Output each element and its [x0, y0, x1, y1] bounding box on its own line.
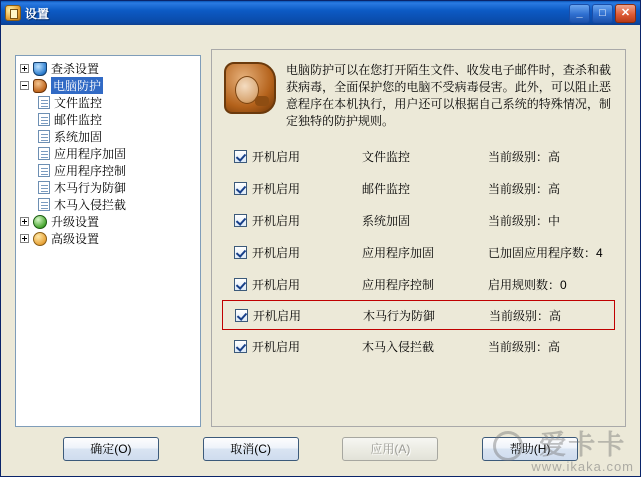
help-button[interactable]: 帮助(H)	[482, 437, 578, 461]
option-row-app-hardening	[212, 236, 625, 268]
option-row-app-control	[212, 268, 625, 300]
expander-plus-icon[interactable]	[20, 234, 29, 243]
tree-item-trojan-intrusion-block[interactable]	[18, 196, 198, 213]
option-name: 邮件监控	[362, 181, 411, 196]
page-icon	[38, 198, 50, 211]
watermark-url: www.ikaka.com	[531, 459, 634, 474]
option-name: 木马行为防御	[363, 308, 436, 323]
baseball-glove-icon	[224, 62, 276, 114]
checkbox-label: 开机启用	[252, 339, 301, 354]
tree-item-label: 文件监控	[54, 96, 103, 110]
checkbox-icon[interactable]	[234, 150, 247, 163]
watermark-main: 爱卡卡	[539, 430, 627, 460]
tree-item-advanced-settings[interactable]	[18, 230, 198, 247]
expander-plus-icon[interactable]	[20, 64, 29, 73]
option-row-trojan-intrusion-block	[212, 330, 625, 362]
checkbox-label: 开机启用	[252, 213, 301, 228]
tree-item-label: 木马入侵拦截	[54, 198, 127, 212]
page-icon	[38, 164, 50, 177]
window-body	[1, 25, 640, 476]
window-controls	[569, 4, 636, 23]
option-status: 当前级别：高	[488, 149, 561, 164]
tree-item-label: 查杀设置	[51, 62, 100, 76]
tree-item-label: 邮件监控	[54, 113, 103, 127]
tree-item-label: 木马行为防御	[54, 181, 127, 195]
expander-plus-icon[interactable]	[20, 217, 29, 226]
tree-item-label: 升级设置	[51, 215, 100, 229]
settings-icon	[5, 5, 21, 21]
tree-item-label: 系统加固	[54, 130, 103, 144]
panel-description: 电脑防护可以在您打开陌生文件、收发电子邮件时，查杀和截获病毒，全面保护您的电脑不受病毒侵害。此外，可以阻止恶意程序在本机执行，用户还可以根据自己系统的特殊情况，制定独特的防护规则。	[286, 63, 611, 128]
tree-item-app-control[interactable]	[18, 162, 198, 179]
page-icon	[38, 181, 50, 194]
tree-item-label: 电脑防护	[53, 79, 102, 93]
tree-item-trojan-behavior-defense[interactable]	[18, 179, 198, 196]
option-status: 启用规则数：0	[488, 277, 567, 292]
tree-item-label: 应用程序控制	[54, 164, 127, 178]
option-status: 当前级别：高	[488, 181, 561, 196]
checkbox-icon[interactable]	[234, 340, 247, 353]
option-name: 应用程序加固	[362, 245, 435, 260]
startup-toggle[interactable]	[234, 338, 362, 355]
description-area	[212, 50, 625, 130]
protection-options-list	[212, 140, 625, 362]
cancel-button[interactable]: 取消(C)	[203, 437, 299, 461]
option-name: 系统加固	[362, 213, 411, 228]
option-status: 当前级别：中	[488, 213, 561, 228]
startup-toggle[interactable]	[235, 307, 363, 324]
tree-item-upgrade-settings[interactable]	[18, 213, 198, 230]
option-name: 木马入侵拦截	[362, 339, 435, 354]
tree-item-app-hardening[interactable]	[18, 145, 198, 162]
checkbox-label: 开机启用	[252, 277, 301, 292]
option-row-system-hardening	[212, 204, 625, 236]
ok-button[interactable]: 确定(O)	[63, 437, 159, 461]
gear-icon	[33, 232, 47, 246]
shield-icon	[33, 62, 47, 76]
tree-item-label: 应用程序加固	[54, 147, 127, 161]
option-row-mail-monitor	[212, 172, 625, 204]
startup-toggle[interactable]	[234, 244, 362, 261]
startup-toggle[interactable]	[234, 180, 362, 197]
expander-minus-icon[interactable]	[20, 81, 29, 90]
option-status: 当前级别：高	[489, 308, 562, 323]
protection-panel	[211, 49, 626, 427]
checkbox-icon[interactable]	[234, 214, 247, 227]
startup-toggle[interactable]	[234, 212, 362, 229]
title-bar	[1, 1, 640, 25]
window-title: 设置	[25, 6, 50, 21]
checkbox-label: 开机启用	[252, 149, 301, 164]
globe-icon	[33, 215, 47, 229]
dialog-buttons	[1, 436, 640, 462]
maximize-icon: □	[599, 6, 606, 19]
option-name: 文件监控	[362, 149, 411, 164]
tree-item-scan-settings[interactable]	[18, 60, 198, 77]
close-icon: ✕	[620, 6, 631, 19]
maximize-button[interactable]	[592, 4, 613, 23]
option-status: 当前级别：高	[488, 339, 561, 354]
page-icon	[38, 147, 50, 160]
option-row-file-monitor	[212, 140, 625, 172]
option-name: 应用程序控制	[362, 277, 435, 292]
startup-toggle[interactable]	[234, 148, 362, 165]
tree-item-system-hardening[interactable]	[18, 128, 198, 145]
checkbox-label: 开机启用	[253, 308, 302, 323]
page-icon	[38, 130, 50, 143]
startup-toggle[interactable]	[234, 276, 362, 293]
tree-item-file-monitor[interactable]	[18, 94, 198, 111]
apply-button: 应用(A)	[342, 437, 438, 461]
close-button[interactable]	[615, 4, 636, 23]
option-row-trojan-behavior-defense	[222, 300, 615, 330]
glove-icon	[33, 79, 47, 93]
checkbox-label: 开机启用	[252, 181, 301, 196]
tree-item-mail-monitor[interactable]	[18, 111, 198, 128]
minimize-button[interactable]	[569, 4, 590, 23]
page-icon	[38, 113, 50, 126]
checkbox-label: 开机启用	[252, 245, 301, 260]
page-icon	[38, 96, 50, 109]
tree-item-computer-protection[interactable]	[18, 77, 198, 94]
checkbox-icon[interactable]	[234, 246, 247, 259]
checkbox-icon[interactable]	[234, 182, 247, 195]
checkbox-icon[interactable]	[234, 278, 247, 291]
checkbox-icon[interactable]	[235, 309, 248, 322]
settings-tree[interactable]	[15, 55, 201, 427]
option-status: 已加固应用程序数：4	[488, 245, 603, 260]
tree-item-label: 高级设置	[51, 232, 100, 246]
minimize-icon: _	[576, 6, 583, 19]
